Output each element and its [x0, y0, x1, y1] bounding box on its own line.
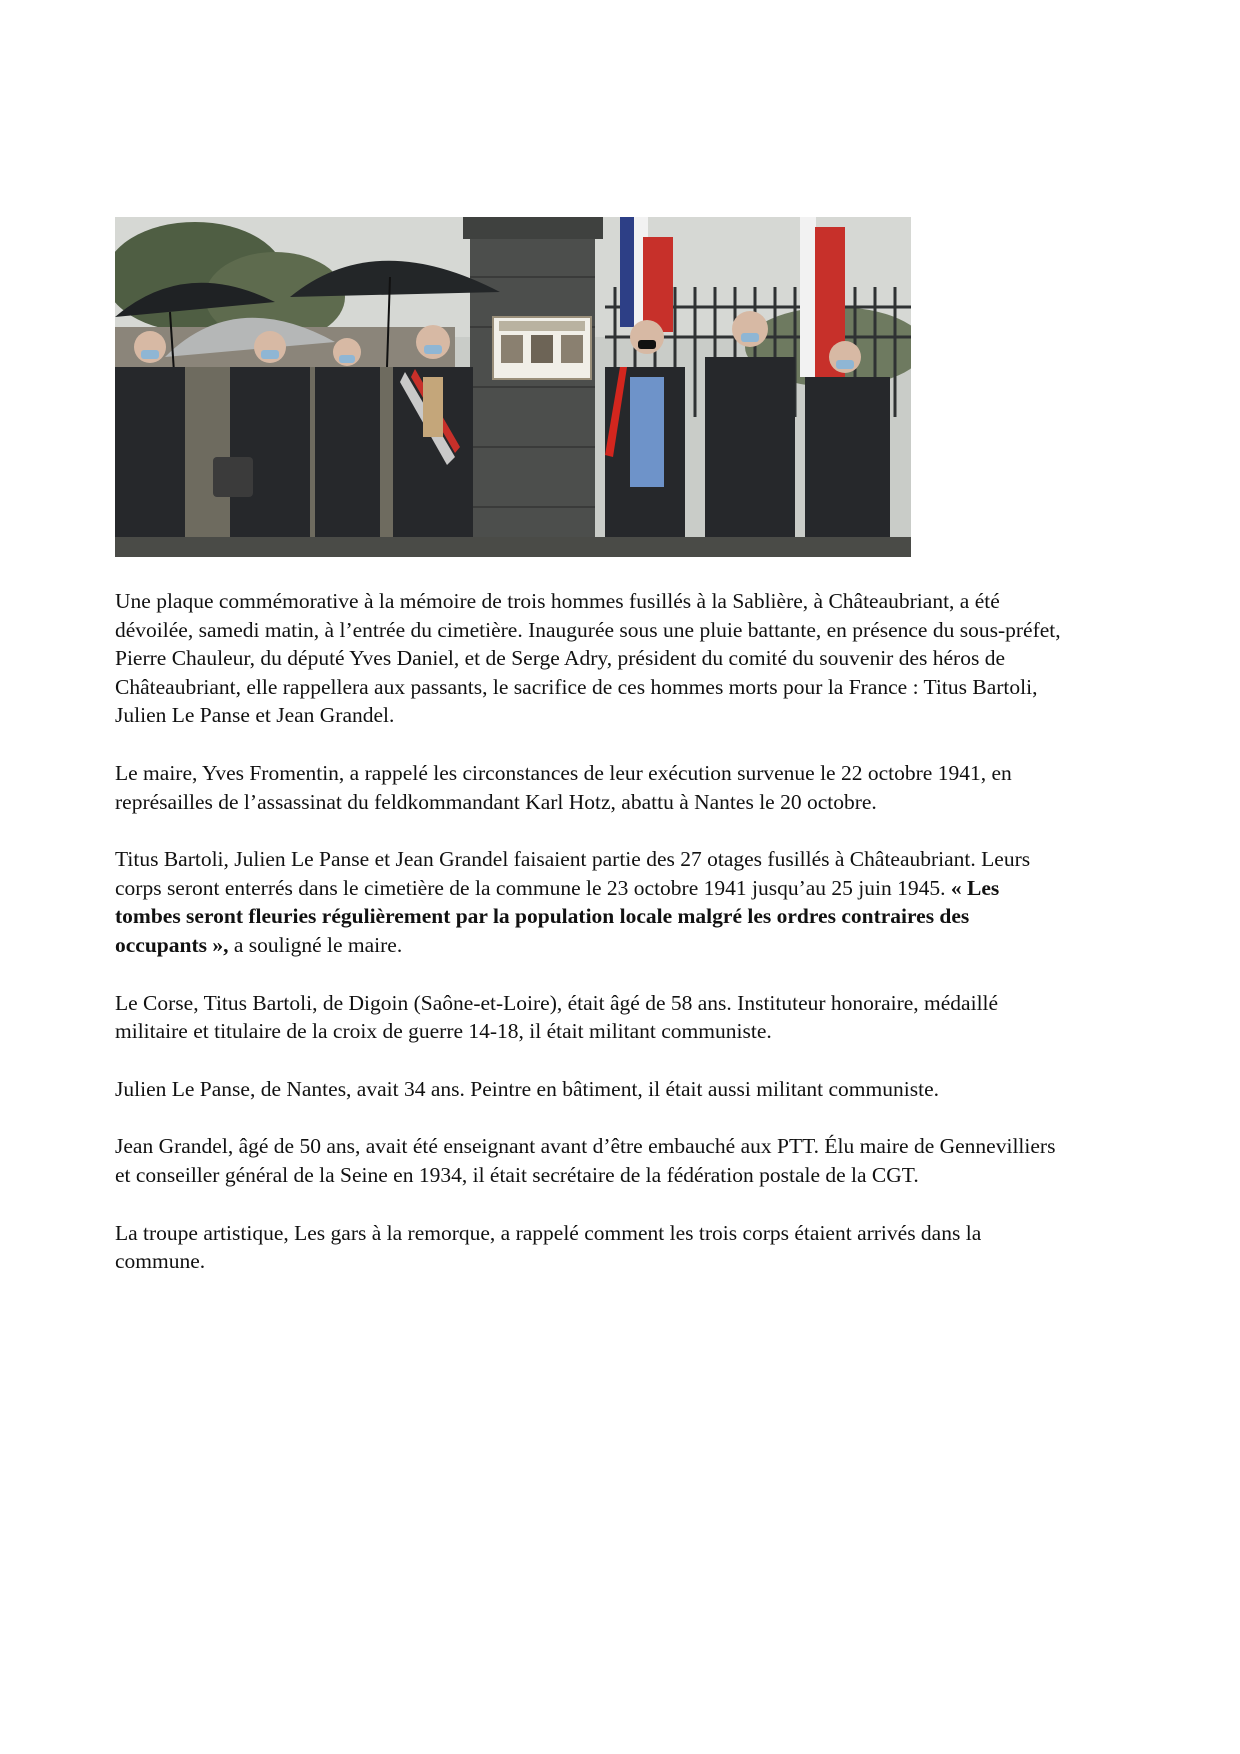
mayor-quote: « Les tombes seront fleuries régulièrement par la population locale malgré les ordres contraires des occupants »,: [115, 875, 1000, 957]
ceremony-photo: [115, 217, 911, 557]
ceremony-photo-image: [115, 217, 911, 557]
paragraph-3-intro: Titus Bartoli, Julien Le Panse et Jean Grandel faisaient partie des 27 otages fusillés à Châteaubriant. Leurs corps seront enterrés dans le cimetière de la commune le 23 octobre 1941 jusqu’au 25 juin 1945.: [115, 847, 1031, 900]
article-paragraph-2: Le maire, Yves Fromentin, a rappelé les circonstances de leur exécution survenue le 22 octobre 1941, en représailles de l’assassinat du feldkommandant Karl Hotz, abattu à Nantes le 20 octobre.: [115, 760, 1012, 814]
article-body: [115, 587, 1065, 1305]
article-paragraph-7: La troupe artistique, Les gars à la remorque, a rappelé comment les trois corps étaient arrivés dans la commune.: [115, 1220, 982, 1274]
article-paragraph-4: Le Corse, Titus Bartoli, de Digoin (Saône-et-Loire), était âgé de 58 ans. Instituteur honoraire, médaillé militaire et titulaire de la croix de guerre 14-18, il était militant communiste.: [115, 990, 999, 1044]
paragraph-3-end: a souligné le maire.: [228, 932, 403, 957]
article-paragraph-3: [115, 845, 1065, 959]
article-paragraph-6: Jean Grandel, âgé de 50 ans, avait été enseignant avant d’être embauché aux PTT. Élu maire de Gennevilliers et conseiller général de la Seine en 1934, il était secrétaire de la fédération postale de la CGT.: [115, 1134, 1056, 1187]
article-paragraph-1: Une plaque commémorative à la mémoire de trois hommes fusillés à la Sablière, à Châteaubriant, a été dévoilée, samedi matin, à l’entrée du cimetière. Inaugurée sous une pluie battante, en présence du sous-préfet, Pierre Chauleur, du député Yves Daniel, et de Serge Adry, président du comité du souvenir des héros de Châteaubriant, elle rappellera aux passants, le sacrifice de ces hommes morts pour la France : Titus Bartoli, Julien Le Panse et Jean Grandel.: [115, 589, 1061, 728]
article-paragraph-5: Julien Le Panse, de Nantes, avait 34 ans. Peintre en bâtiment, il était aussi militant communiste.: [115, 1076, 939, 1101]
